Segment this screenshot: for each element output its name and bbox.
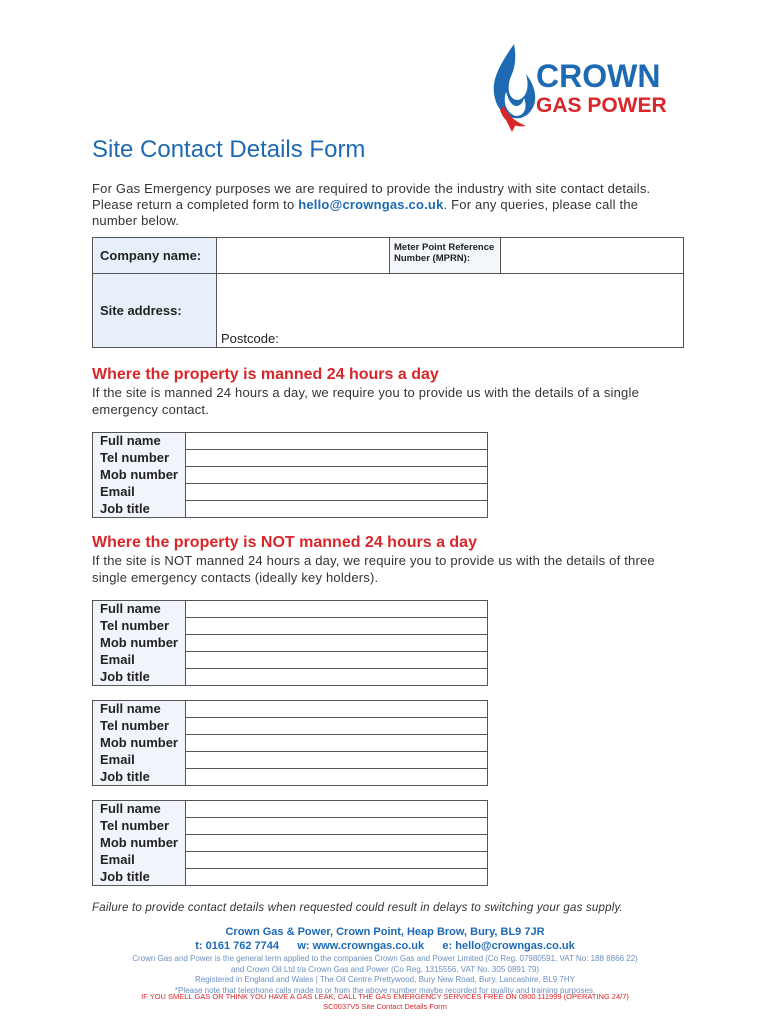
full-name-label: Full name <box>93 601 186 618</box>
mob-field[interactable] <box>186 735 488 752</box>
manned-text: If the site is manned 24 hours a day, we require you to provide us with the details of a single emergency contact. <box>92 385 640 417</box>
tel-field[interactable] <box>186 618 488 635</box>
not-manned-heading: Where the property is NOT manned 24 hours a day <box>92 534 477 551</box>
legal-line-3: Registered in England and Wales | The Oil Centre Prettywood, Bury New Road, Bury, Lancashire, BL9 7HY <box>195 975 575 984</box>
email-link[interactable]: hello@crowngas.co.uk <box>298 197 444 212</box>
email-label: Email <box>93 484 186 501</box>
crown-logo <box>486 40 686 132</box>
full-name-label: Full name <box>93 433 186 450</box>
job-title-field[interactable] <box>186 501 488 518</box>
postcode-label: Postcode: <box>221 331 279 346</box>
job-title-label: Job title <box>93 869 186 886</box>
full-name-field[interactable] <box>186 701 488 718</box>
footer-contact-line: t: 0161 762 7744 w: www.crowngas.co.uk e: hello@crowngas.co.uk <box>195 940 575 952</box>
full-name-field[interactable] <box>186 601 488 618</box>
form-reference: SC0037V5 Site Contact Details Form <box>323 1002 447 1011</box>
legal-line-4: *Please note that telephone calls made to or from the above number maybe recorded for quality and training purposes. <box>174 985 596 995</box>
company-name-label: Company name: <box>93 238 217 274</box>
manned-heading: Where the property is manned 24 hours a day <box>92 366 439 383</box>
full-name-label: Full name <box>93 701 186 718</box>
contact-table-1 <box>92 600 488 686</box>
tel-field[interactable] <box>186 450 488 467</box>
emergency-line: IF YOU SMELL GAS OR THINK YOU HAVE A GAS LEAK, CALL THE GAS EMERGENCY SERVICES FREE ON 0800 111999 (OPERATING 24/7) <box>141 992 629 1001</box>
job-title-label: Job title <box>93 669 186 686</box>
email-field[interactable] <box>186 852 488 869</box>
site-address-label: Site address: <box>93 274 217 348</box>
job-title-field[interactable] <box>186 769 488 786</box>
contact-table-3 <box>92 800 488 886</box>
page-title: Site Contact Details Form <box>92 136 366 163</box>
job-title-field[interactable] <box>186 869 488 886</box>
legal-line-1: Crown Gas and Power is the general term applied to the companies Crown Gas and Power Limited (Co Reg. 07980591, VAT No: 188 8866 22) <box>132 954 638 963</box>
tel-label: Tel number <box>93 818 186 835</box>
email-field[interactable] <box>186 652 488 669</box>
contact-table-manned <box>92 432 488 518</box>
job-title-field[interactable] <box>186 669 488 686</box>
contact-table-2 <box>92 700 488 786</box>
not-manned-text: If the site is NOT manned 24 hours a day, we require you to provide us with the details of three single emergency contacts (ideally key holders). <box>92 553 655 585</box>
tel-label: Tel number <box>93 618 186 635</box>
footer-legal <box>0 954 770 996</box>
footer-address: Crown Gas & Power, Crown Point, Heap Brow, Bury, BL9 7JR <box>225 926 545 938</box>
email-label: Email <box>93 852 186 869</box>
job-title-label: Job title <box>93 501 186 518</box>
company-name-field[interactable] <box>217 238 390 274</box>
full-name-field[interactable] <box>186 433 488 450</box>
site-details-table <box>92 237 684 348</box>
mob-field[interactable] <box>186 635 488 652</box>
mob-field[interactable] <box>186 467 488 484</box>
mob-label: Mob number <box>93 835 186 852</box>
mprn-label: Meter Point Reference Number (MPRN): <box>390 238 501 274</box>
site-address-field[interactable] <box>217 274 684 348</box>
full-name-field[interactable] <box>186 801 488 818</box>
mob-field[interactable] <box>186 835 488 852</box>
legal-line-2: and Crown Oil Ltd t/a Crown Gas and Power (Co Reg. 1315556, VAT No. 305 0891 79) <box>230 964 540 974</box>
mob-label: Mob number <box>93 635 186 652</box>
email-label: Email <box>93 652 186 669</box>
intro-paragraph: For Gas Emergency purposes we are required to provide the industry with site contact details. Please return a completed form to hello@crowngas.co.uk. For any queries, please call the number below. <box>92 181 651 228</box>
email-field[interactable] <box>186 484 488 501</box>
tel-label: Tel number <box>93 718 186 735</box>
footer-emergency <box>0 992 770 1012</box>
full-name-label: Full name <box>93 801 186 818</box>
mob-label: Mob number <box>93 735 186 752</box>
job-title-label: Job title <box>93 769 186 786</box>
failure-note: Failure to provide contact details when requested could result in delays to switching your gas supply. <box>92 902 623 914</box>
mob-label: Mob number <box>93 467 186 484</box>
logo-crown-text: CROWN <box>536 58 661 94</box>
logo-gaspower-text: GAS POWER <box>536 94 667 117</box>
email-field[interactable] <box>186 752 488 769</box>
tel-field[interactable] <box>186 718 488 735</box>
tel-field[interactable] <box>186 818 488 835</box>
email-label: Email <box>93 752 186 769</box>
tel-label: Tel number <box>93 450 186 467</box>
mprn-field[interactable] <box>501 238 684 274</box>
